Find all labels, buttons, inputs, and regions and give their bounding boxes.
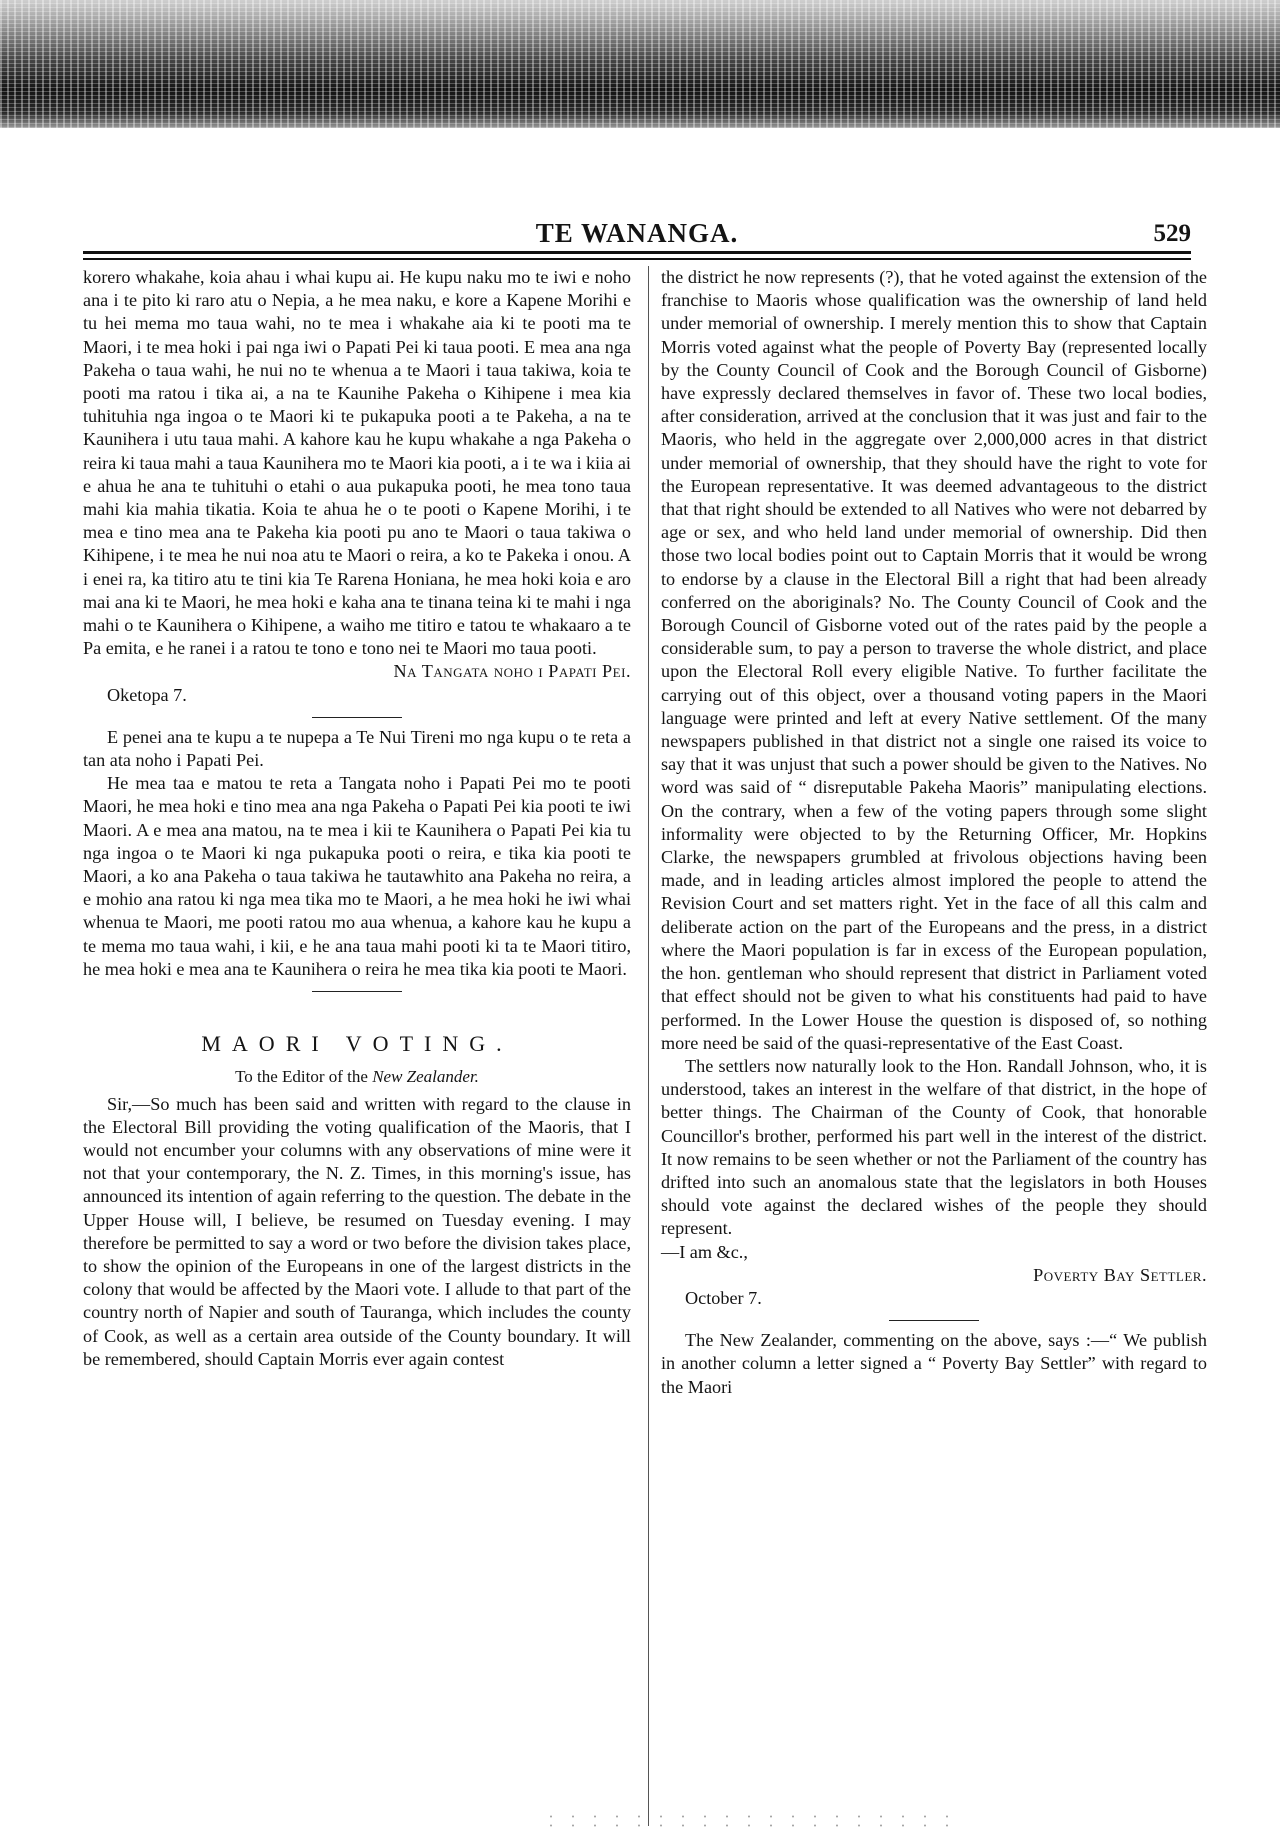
editorial-intro: E penei ana te kupu a te nupepa a Te Nui Tireni mo nga kupu o te reta a tan ata noho i Papati Pei. [83, 726, 631, 771]
masthead-rule-thin [83, 258, 1191, 260]
page-number: 529 [1153, 220, 1191, 247]
section-divider [889, 1320, 979, 1321]
to-editor-prefix: To the Editor of the [235, 1067, 368, 1087]
section-divider [312, 717, 402, 718]
section-divider [312, 991, 402, 992]
masthead [83, 218, 1191, 250]
column-divider [648, 266, 649, 1826]
letter-signature: Poverty Bay Settler. [1033, 1264, 1207, 1285]
maori-letter-date: Oketopa 7. [107, 684, 187, 705]
english-letter-body: Sir,—So much has been said and written with regard to the clause in the Electoral Bill providing the voting qualification of the Maoris, that I would not encumber your columns with any observations of mine were it not that your contemporary, the N. Z. Times, in this morning's issue, has announced its intention of again referring to the question. The debate in the Upper House will, I believe, be resumed on Tuesday evening. I may therefore be permitted to say a word or two before the division takes place, to show the opinion of the Europeans in one of the largest districts in the colony that would be affected by the Maori vote. I allude to that part of the country north of Napier and south of Tauranga, which includes the county of Cook, as well as a certain area outside of the County boundary. It will be remembered, should Captain Morris ever again contest [83, 1093, 631, 1369]
article-heading: MAORI VOTING. [201, 1031, 513, 1057]
english-letter-conclusion: The settlers now naturally look to the Hon. Randall Johnson, who, it is understood, takes an interest in the welfare of that district, in the hope of better things. The Chairman of the County of Cook, that honorable Councillor's brother, performed his part well in the interest of the district. It now remains to be seen whether or not the Parliament of the country has drifted into such an anomalous state that the legislators in both Houses should vote against the declared wishes of the people they should represent. [661, 1055, 1207, 1239]
english-letter-continued: the district he now represents (?), that he voted against the extension of the franchise to Maoris whose qualification was the ownership of land held under memorial of ownership. I merely mention this to show that Captain Morris voted against what the people of Poverty Bay (represented locally by the County Council of Cook and the Borough Council of Gisborne) have expressly declared themselves in favor of. These two local bodies, after consideration, arrived at the conclusion that it was just and fair to the Maoris, who held in the aggregate over 2,000,000 acres in that district under memorial of ownership, that they should have the right to vote for the European representative. It was deemed advantageous to the district that that right should be extended to all Natives who were not debarred by age or sex, and who held land under memorial of ownership. Did then those two local bodies point out to Captain Morris that it would be wrong to endorse by a clause in the Electoral Bill a right that had been already conferred on the aboriginals? No. The County Council of Cook and the Borough Council of Gisborne voted out of the rates paid by the people a considerable sum, to pay a person to traverse the whole district, and place upon the Electoral Roll every eligible Native. To further facilitate the carrying out of this object, over a thousand voting papers in the Maori language were printed and left at every Native settlement. Of the many newspapers published in that district not a single one raised its voice to say that it was unjust that such a power should be given to the Natives. No word was said of “ disreputable Pakeha Maoris” manipulating elections. On the contrary, when a few of the voting papers through some slight informality were objected to by the Returning Officer, Mr. Hopkins Clarke, the newspapers grumbled at frivolous objections having been made, and in leading articles almost implored the people to attend the Revision Court and set matters right. Yet in the face of all this calm and deliberate action on the part of the Europeans and the press, in a district where the Maori population is far in excess of the European population, the hon. gentleman who should represent that district in Parliament voted that effect should not be given to what his constituents had paid to have performed. In the Lower House the question is disposed of, so nothing more need be said of the quasi-representative of the East Coast. [661, 267, 1207, 1053]
scanned-header-band [0, 0, 1280, 128]
letter-closing: —I am &c., [661, 1241, 748, 1262]
maori-letter-signature: Na Tangata noho i Papati Pei. [393, 661, 631, 682]
newspaper-title: TE WANANGA. [535, 218, 739, 248]
letter-date: October 7. [685, 1287, 762, 1308]
left-column [83, 266, 631, 1371]
maori-letter-body: korero whakahe, koia ahau i whai kupu ai. He kupu naku mo te iwi e noho ana i te pito ki raro atu o Nepia, a he mea naku, e kore a Kapene Morihi e tu hei mema mo taua wahi, no te mea i whakahe aia ki te pooti ma te Maori, i te mea hoki i pai nga iwi o Papati Pei ki taua pooti. E mea ana nga Pakeha o taua wahi, he nui no te whenua a te Maori i taua takiwa, koia te pooti ma ratou i tika ai, a na te Kaunihe Pakeha o Kihipene i mea kia tuhituhia nga ingoa o te Maori ki te pukapuka pooti a te Pakeha, a na te Kaunihera i utu taua mahi. A kahore kau he kupu whakahe a nga Pakeha o reira ki taua mahi a taua Kaunihera mo te Maori kia pooti, a i te wa i kiia ai e ahua he ana te tuhituhi o etahi o aua pukapuka pooti, he mea tono taua mahi kia mahia tikatia. Koia te ahua he o te pooti o Kapene Morihi, i te mea e tino mea ana te Pakeha kia pooti pu ano te Maori o taua takiwa o Kihipene, i te mea he nui noa atu te Maori o reira, a ko te Pakeka i onou. A i enei ra, ka titiro atu te tini kia Te Rarena Honiana, he mea hoki koia e aro mai ana ki te Maori, he mea hoki e kaha ana te tinana teina ki te mahi i nga mahi o te Kaunihera o Kihipene, a waiho me titiro e tatou te whakaaro a te Pa emita, e he ranei i a ratou te tono e tono nei te Maori mo taua pooti. [83, 267, 631, 659]
scan-noise [540, 1812, 960, 1828]
masthead-rule-thick [83, 251, 1191, 254]
to-editor-paper: New Zealander. [372, 1067, 479, 1087]
new-zealander-comment: The New Zealander, commenting on the above, says :—“ We publish in another column a letter signed a “ Poverty Bay Settler” with regard to the Maori [661, 1330, 1207, 1397]
editorial-body: He mea taa e matou te reta a Tangata noho i Papati Pei mo te pooti Maori, he mea hoki e tino mea ana nga Pakeha o Papati Pei kia pooti te iwi Maori. A e mea ana matou, na te mea i kii te Kaunihera o Papati Pei kia tu nga ingoa o te Maori ki nga pukapuka pooti o reira, e tika kia pooti te Maori, a ko ana Pakeha o taua takiwa he tautawhito ana Pakeha no reira, a e mohio ana ratou ki nga mea tika mo te Maori, a he mea hoki he iwi whai whenua te Maori, me pooti ratou mo aua whenua, a kahore kau he kupu a te mema mo taua wahi, i kii, e he ana taua mahi pooti ki ta te Maori titiro, he mea hoki e mea ana te Kaunihera o reira he mea tika kia pooti te Maori. [83, 773, 631, 979]
right-column [661, 266, 1207, 1399]
to-editor-line [83, 1065, 631, 1088]
